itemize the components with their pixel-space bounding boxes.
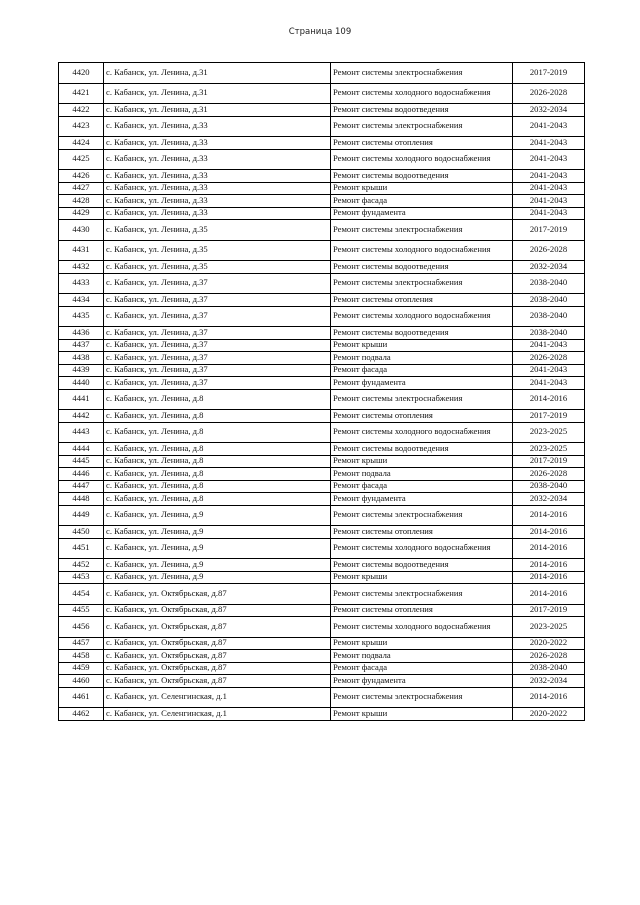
row-number-cell: 4433 bbox=[59, 273, 104, 294]
work-type-cell: Ремонт фасада bbox=[331, 195, 513, 208]
row-number-cell: 4462 bbox=[59, 708, 104, 721]
work-type-cell: Ремонт системы отопления bbox=[331, 410, 513, 423]
address-cell: с. Кабанск, ул. Ленина, д.37 bbox=[104, 377, 331, 390]
table-row bbox=[59, 455, 585, 468]
row-number-cell: 4421 bbox=[59, 83, 104, 104]
period-cell: 2014-2016 bbox=[513, 584, 585, 605]
address-cell: с. Кабанск, ул. Октябрьская, д.87 bbox=[104, 662, 331, 675]
address-cell: с. Кабанск, ул. Ленина, д.37 bbox=[104, 352, 331, 365]
period-cell: 2032-2034 bbox=[513, 493, 585, 506]
work-type-cell: Ремонт подвала bbox=[331, 352, 513, 365]
period-cell: 2026-2028 bbox=[513, 468, 585, 481]
work-type-cell: Ремонт системы электроснабжения bbox=[331, 584, 513, 605]
address-cell: с. Кабанск, ул. Ленина, д.31 bbox=[104, 63, 331, 84]
row-number-cell: 4425 bbox=[59, 149, 104, 170]
table-row bbox=[59, 571, 585, 584]
table-row bbox=[59, 170, 585, 183]
period-cell: 2038-2040 bbox=[513, 662, 585, 675]
work-type-cell: Ремонт системы электроснабжения bbox=[331, 116, 513, 137]
period-cell: 2032-2034 bbox=[513, 675, 585, 688]
period-cell: 2017-2019 bbox=[513, 220, 585, 241]
work-type-cell: Ремонт системы электроснабжения bbox=[331, 63, 513, 84]
period-cell: 2014-2016 bbox=[513, 389, 585, 410]
work-type-cell: Ремонт крыши bbox=[331, 455, 513, 468]
period-cell: 2041-2043 bbox=[513, 207, 585, 220]
address-cell: с. Кабанск, ул. Ленина, д.31 bbox=[104, 104, 331, 117]
period-cell: 2041-2043 bbox=[513, 116, 585, 137]
table-row bbox=[59, 675, 585, 688]
row-number-cell: 4427 bbox=[59, 182, 104, 195]
work-type-cell: Ремонт системы отопления bbox=[331, 604, 513, 617]
work-type-cell: Ремонт системы электроснабжения bbox=[331, 273, 513, 294]
row-number-cell: 4442 bbox=[59, 410, 104, 423]
work-type-cell: Ремонт фундамента bbox=[331, 207, 513, 220]
row-number-cell: 4443 bbox=[59, 422, 104, 443]
table-row bbox=[59, 538, 585, 559]
row-number-cell: 4447 bbox=[59, 480, 104, 493]
work-type-cell: Ремонт системы холодного водоснабжения bbox=[331, 306, 513, 327]
row-number-cell: 4440 bbox=[59, 377, 104, 390]
table-row bbox=[59, 104, 585, 117]
work-type-cell: Ремонт системы холодного водоснабжения bbox=[331, 422, 513, 443]
address-cell: с. Кабанск, ул. Ленина, д.37 bbox=[104, 306, 331, 327]
row-number-cell: 4456 bbox=[59, 617, 104, 638]
row-number-cell: 4438 bbox=[59, 352, 104, 365]
address-cell: с. Кабанск, ул. Ленина, д.8 bbox=[104, 410, 331, 423]
table-row bbox=[59, 687, 585, 708]
row-number-cell: 4457 bbox=[59, 637, 104, 650]
work-type-cell: Ремонт системы холодного водоснабжения bbox=[331, 538, 513, 559]
work-type-cell: Ремонт фасада bbox=[331, 662, 513, 675]
work-type-cell: Ремонт системы электроснабжения bbox=[331, 220, 513, 241]
address-cell: с. Кабанск, ул. Селенгинская, д.1 bbox=[104, 687, 331, 708]
period-cell: 2041-2043 bbox=[513, 137, 585, 150]
table-row bbox=[59, 207, 585, 220]
work-type-cell: Ремонт системы водоотведения bbox=[331, 443, 513, 456]
work-type-cell: Ремонт фасада bbox=[331, 480, 513, 493]
work-type-cell: Ремонт системы электроснабжения bbox=[331, 505, 513, 526]
table-row bbox=[59, 240, 585, 261]
work-type-cell: Ремонт крыши bbox=[331, 182, 513, 195]
work-type-cell: Ремонт подвала bbox=[331, 650, 513, 663]
row-number-cell: 4460 bbox=[59, 675, 104, 688]
work-type-cell: Ремонт системы отопления bbox=[331, 137, 513, 150]
table-row bbox=[59, 505, 585, 526]
period-cell: 2023-2025 bbox=[513, 422, 585, 443]
period-cell: 2026-2028 bbox=[513, 83, 585, 104]
table-row bbox=[59, 662, 585, 675]
address-cell: с. Кабанск, ул. Ленина, д.33 bbox=[104, 149, 331, 170]
table-row bbox=[59, 352, 585, 365]
table-row bbox=[59, 559, 585, 572]
table-row bbox=[59, 306, 585, 327]
table-row bbox=[59, 422, 585, 443]
period-cell: 2041-2043 bbox=[513, 170, 585, 183]
address-cell: с. Кабанск, ул. Ленина, д.9 bbox=[104, 559, 331, 572]
address-cell: с. Кабанск, ул. Ленина, д.33 bbox=[104, 182, 331, 195]
period-cell: 2026-2028 bbox=[513, 240, 585, 261]
row-number-cell: 4426 bbox=[59, 170, 104, 183]
address-cell: с. Кабанск, ул. Ленина, д.37 bbox=[104, 339, 331, 352]
address-cell: с. Кабанск, ул. Ленина, д.37 bbox=[104, 294, 331, 307]
table-row bbox=[59, 584, 585, 605]
address-cell: с. Кабанск, ул. Ленина, д.35 bbox=[104, 220, 331, 241]
address-cell: с. Кабанск, ул. Ленина, д.33 bbox=[104, 116, 331, 137]
address-cell: с. Кабанск, ул. Ленина, д.8 bbox=[104, 493, 331, 506]
work-type-cell: Ремонт системы водоотведения bbox=[331, 261, 513, 274]
table-row bbox=[59, 493, 585, 506]
period-cell: 2014-2016 bbox=[513, 559, 585, 572]
period-cell: 2041-2043 bbox=[513, 195, 585, 208]
period-cell: 2038-2040 bbox=[513, 294, 585, 307]
table-row bbox=[59, 137, 585, 150]
address-cell: с. Кабанск, ул. Октябрьская, д.87 bbox=[104, 584, 331, 605]
period-cell: 2038-2040 bbox=[513, 327, 585, 340]
table-row bbox=[59, 273, 585, 294]
period-cell: 2014-2016 bbox=[513, 526, 585, 539]
row-number-cell: 4446 bbox=[59, 468, 104, 481]
table-row bbox=[59, 637, 585, 650]
work-type-cell: Ремонт фасада bbox=[331, 364, 513, 377]
table-row bbox=[59, 617, 585, 638]
row-number-cell: 4436 bbox=[59, 327, 104, 340]
table-row bbox=[59, 182, 585, 195]
table-row bbox=[59, 389, 585, 410]
table-row bbox=[59, 63, 585, 84]
row-number-cell: 4428 bbox=[59, 195, 104, 208]
work-type-cell: Ремонт фундамента bbox=[331, 675, 513, 688]
work-type-cell: Ремонт системы холодного водоснабжения bbox=[331, 617, 513, 638]
table-row bbox=[59, 650, 585, 663]
address-cell: с. Кабанск, ул. Ленина, д.8 bbox=[104, 422, 331, 443]
row-number-cell: 4444 bbox=[59, 443, 104, 456]
period-cell: 2038-2040 bbox=[513, 273, 585, 294]
address-cell: с. Кабанск, ул. Ленина, д.37 bbox=[104, 327, 331, 340]
work-type-cell: Ремонт подвала bbox=[331, 468, 513, 481]
address-cell: с. Кабанск, ул. Октябрьская, д.87 bbox=[104, 617, 331, 638]
work-type-cell: Ремонт фундамента bbox=[331, 377, 513, 390]
row-number-cell: 4454 bbox=[59, 584, 104, 605]
table-row bbox=[59, 468, 585, 481]
table-row bbox=[59, 443, 585, 456]
period-cell: 2014-2016 bbox=[513, 538, 585, 559]
address-cell: с. Кабанск, ул. Октябрьская, д.87 bbox=[104, 650, 331, 663]
table-row bbox=[59, 220, 585, 241]
table-row bbox=[59, 480, 585, 493]
address-cell: с. Кабанск, ул. Ленина, д.31 bbox=[104, 83, 331, 104]
table-row bbox=[59, 261, 585, 274]
row-number-cell: 4435 bbox=[59, 306, 104, 327]
row-number-cell: 4453 bbox=[59, 571, 104, 584]
row-number-cell: 4429 bbox=[59, 207, 104, 220]
row-number-cell: 4437 bbox=[59, 339, 104, 352]
table-body bbox=[59, 63, 585, 721]
work-type-cell: Ремонт системы электроснабжения bbox=[331, 389, 513, 410]
work-type-cell: Ремонт крыши bbox=[331, 339, 513, 352]
period-cell: 2020-2022 bbox=[513, 708, 585, 721]
table-row bbox=[59, 116, 585, 137]
row-number-cell: 4451 bbox=[59, 538, 104, 559]
address-cell: с. Кабанск, ул. Ленина, д.35 bbox=[104, 261, 331, 274]
table-row bbox=[59, 410, 585, 423]
address-cell: с. Кабанск, ул. Ленина, д.8 bbox=[104, 443, 331, 456]
work-type-cell: Ремонт системы водоотведения bbox=[331, 104, 513, 117]
row-number-cell: 4455 bbox=[59, 604, 104, 617]
address-cell: с. Кабанск, ул. Октябрьская, д.87 bbox=[104, 604, 331, 617]
period-cell: 2023-2025 bbox=[513, 617, 585, 638]
row-number-cell: 4439 bbox=[59, 364, 104, 377]
address-cell: с. Кабанск, ул. Ленина, д.8 bbox=[104, 480, 331, 493]
period-cell: 2020-2022 bbox=[513, 637, 585, 650]
table-row bbox=[59, 604, 585, 617]
work-type-cell: Ремонт системы холодного водоснабжения bbox=[331, 83, 513, 104]
row-number-cell: 4431 bbox=[59, 240, 104, 261]
period-cell: 2017-2019 bbox=[513, 455, 585, 468]
row-number-cell: 4461 bbox=[59, 687, 104, 708]
row-number-cell: 4434 bbox=[59, 294, 104, 307]
table-row bbox=[59, 149, 585, 170]
period-cell: 2038-2040 bbox=[513, 306, 585, 327]
table-row bbox=[59, 364, 585, 377]
table-row bbox=[59, 327, 585, 340]
period-cell: 2026-2028 bbox=[513, 352, 585, 365]
row-number-cell: 4448 bbox=[59, 493, 104, 506]
period-cell: 2017-2019 bbox=[513, 410, 585, 423]
period-cell: 2032-2034 bbox=[513, 104, 585, 117]
period-cell: 2014-2016 bbox=[513, 687, 585, 708]
period-cell: 2032-2034 bbox=[513, 261, 585, 274]
table-row bbox=[59, 526, 585, 539]
table-row bbox=[59, 339, 585, 352]
table-row bbox=[59, 294, 585, 307]
period-cell: 2023-2025 bbox=[513, 443, 585, 456]
address-cell: с. Кабанск, ул. Ленина, д.9 bbox=[104, 571, 331, 584]
address-cell: с. Кабанск, ул. Ленина, д.9 bbox=[104, 505, 331, 526]
row-number-cell: 4441 bbox=[59, 389, 104, 410]
address-cell: с. Кабанск, ул. Ленина, д.33 bbox=[104, 137, 331, 150]
work-type-cell: Ремонт крыши bbox=[331, 708, 513, 721]
period-cell: 2041-2043 bbox=[513, 364, 585, 377]
row-number-cell: 4458 bbox=[59, 650, 104, 663]
table-row bbox=[59, 83, 585, 104]
period-cell: 2041-2043 bbox=[513, 149, 585, 170]
work-type-cell: Ремонт крыши bbox=[331, 571, 513, 584]
address-cell: с. Кабанск, ул. Ленина, д.33 bbox=[104, 195, 331, 208]
period-cell: 2041-2043 bbox=[513, 377, 585, 390]
address-cell: с. Кабанск, ул. Ленина, д.8 bbox=[104, 455, 331, 468]
address-cell: с. Кабанск, ул. Ленина, д.35 bbox=[104, 240, 331, 261]
row-number-cell: 4423 bbox=[59, 116, 104, 137]
row-number-cell: 4430 bbox=[59, 220, 104, 241]
row-number-cell: 4450 bbox=[59, 526, 104, 539]
table-row bbox=[59, 377, 585, 390]
work-type-cell: Ремонт системы электроснабжения bbox=[331, 687, 513, 708]
row-number-cell: 4459 bbox=[59, 662, 104, 675]
work-type-cell: Ремонт фундамента bbox=[331, 493, 513, 506]
address-cell: с. Кабанск, ул. Ленина, д.33 bbox=[104, 170, 331, 183]
row-number-cell: 4452 bbox=[59, 559, 104, 572]
period-cell: 2017-2019 bbox=[513, 604, 585, 617]
period-cell: 2026-2028 bbox=[513, 650, 585, 663]
period-cell: 2038-2040 bbox=[513, 480, 585, 493]
row-number-cell: 4424 bbox=[59, 137, 104, 150]
row-number-cell: 4432 bbox=[59, 261, 104, 274]
repair-schedule-table bbox=[58, 62, 585, 721]
address-cell: с. Кабанск, ул. Ленина, д.37 bbox=[104, 273, 331, 294]
address-cell: с. Кабанск, ул. Селенгинская, д.1 bbox=[104, 708, 331, 721]
work-type-cell: Ремонт крыши bbox=[331, 637, 513, 650]
period-cell: 2014-2016 bbox=[513, 571, 585, 584]
table-row bbox=[59, 708, 585, 721]
period-cell: 2041-2043 bbox=[513, 339, 585, 352]
row-number-cell: 4420 bbox=[59, 63, 104, 84]
period-cell: 2014-2016 bbox=[513, 505, 585, 526]
work-type-cell: Ремонт системы холодного водоснабжения bbox=[331, 149, 513, 170]
address-cell: с. Кабанск, ул. Октябрьская, д.87 bbox=[104, 675, 331, 688]
work-type-cell: Ремонт системы водоотведения bbox=[331, 170, 513, 183]
address-cell: с. Кабанск, ул. Ленина, д.8 bbox=[104, 468, 331, 481]
address-cell: с. Кабанск, ул. Ленина, д.37 bbox=[104, 364, 331, 377]
address-cell: с. Кабанск, ул. Ленина, д.33 bbox=[104, 207, 331, 220]
row-number-cell: 4449 bbox=[59, 505, 104, 526]
period-cell: 2017-2019 bbox=[513, 63, 585, 84]
address-cell: с. Кабанск, ул. Ленина, д.8 bbox=[104, 389, 331, 410]
table-row bbox=[59, 195, 585, 208]
address-cell: с. Кабанск, ул. Ленина, д.9 bbox=[104, 526, 331, 539]
page-number-label: Страница 109 bbox=[288, 27, 352, 37]
row-number-cell: 4422 bbox=[59, 104, 104, 117]
row-number-cell: 4445 bbox=[59, 455, 104, 468]
work-type-cell: Ремонт системы отопления bbox=[331, 294, 513, 307]
work-type-cell: Ремонт системы водоотведения bbox=[331, 327, 513, 340]
work-type-cell: Ремонт системы отопления bbox=[331, 526, 513, 539]
work-type-cell: Ремонт системы водоотведения bbox=[331, 559, 513, 572]
work-type-cell: Ремонт системы холодного водоснабжения bbox=[331, 240, 513, 261]
address-cell: с. Кабанск, ул. Ленина, д.9 bbox=[104, 538, 331, 559]
address-cell: с. Кабанск, ул. Октябрьская, д.87 bbox=[104, 637, 331, 650]
period-cell: 2041-2043 bbox=[513, 182, 585, 195]
